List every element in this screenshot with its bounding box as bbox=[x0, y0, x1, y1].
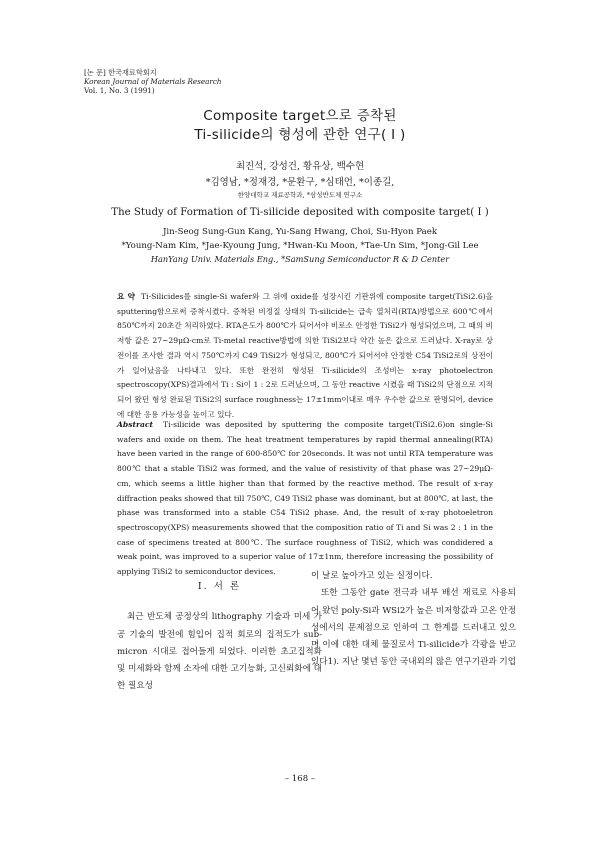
korean-authors-line1: 최진석, 강성건, 황유상, 백수현 bbox=[235, 161, 365, 172]
paper-title-line1: Composite target으로 증착된 bbox=[203, 108, 397, 124]
body-right-column bbox=[311, 568, 516, 672]
journal-header-korean: [논 문] 한국재료학회지 bbox=[84, 68, 157, 77]
body-left-column bbox=[117, 568, 322, 696]
journal-volume: Vol. 1, No. 3 (1991) bbox=[84, 86, 155, 95]
intro-left-paragraph: 최근 반도체 공정상의 lithography 기술과 미세 가공 기술의 발전에 힘입어 집적 회로의 집적도가 sub-micron 시대로 접어들게 되었다. 이러한 초고집적화 및 미세화와 함께 소자에 대한 고기능화, 고신뢰화에 대한 필요성 bbox=[117, 612, 322, 692]
korean-affiliation: 한양대학교 재료공학과, *삼성반도체 연구소 bbox=[237, 191, 363, 199]
english-authors-line2: *Young-Nam Kim, *Jae-Kyoung Jung, *Hwan-Ku Moon, *Tae-Un Sim, *Jong-Gil Lee bbox=[121, 241, 479, 251]
abstract-korean-text: Ti-Silicides를 single-Si wafer와 그 위에 oxide를 성장시킨 기판위에 composite target(TiSi2.6)을 sputtering함으로써 증착시켰다. 증착된 비정질 상태의 Ti-silicide는 급속 열처리(RTA)방법으로 600℃에서 850℃까지 20초간 처리하였다. RTA온도가 800℃가 되어서야 비로소 안정한 TiSi2가 형성되었으며, 그 때의 비저항 값은 27~29μΩ-cm로 Ti-metal reactive방법에 의한 TiSi2보다 약간 높은 값으로 드러났다. X-ray로 상전이를 조사한 결과 역시 750℃까지 C49 TiSi2가 형성되고, 800℃가 되어서야 안정한 C54 TiSi2로의 상전이가 일어났음을 나타내고 있다. 또한 완전히 형성된 Ti-silicide의 조성비는 x-ray photoelectron spectroscopy(XPS)결과에서 Ti : Si이 1 : 2로 드러났으며, 그 동안 reactive 시켰을 때 TiSi2의 단점으로 지적되어 왔던 형성 완료된 TiSi2의 surface roughness는 17±1mm이내로 매우 우수한 값으로 판명되어, device에 대한 응용 가능성을 높이고 있다. bbox=[117, 292, 493, 419]
journal-header-english: Korean Journal of Materials Research bbox=[84, 77, 222, 86]
english-affiliation: HanYang Univ. Materials Eng., *SamSung Semiconductor R & D Center bbox=[150, 254, 450, 264]
abstract-korean bbox=[117, 290, 493, 422]
section-heading-introduction: I. 서 론 bbox=[197, 581, 242, 592]
intro-right-paragraph-1: 이 날로 높아가고 있는 실정이다. bbox=[311, 571, 433, 581]
abstract-english-label: Abstract bbox=[117, 420, 154, 429]
korean-authors-line2: *김영남, *정재경, *문환구, *심태언, *이종길, bbox=[205, 177, 395, 188]
english-title: The Study of Formation of Ti-silicide deposited with composite target( I ) bbox=[111, 207, 489, 218]
abstract-english bbox=[117, 418, 493, 580]
paper-title-line2: Ti-silicide의 형성에 관한 연구( I ) bbox=[194, 127, 406, 143]
abstract-english-text: Ti-silicide was deposited by sputtering the composite target(TiSi2.6)on single-Si wafers and oxide on them. The heat treatment temperatures by rapid thermal annealing(RTA) have been varied in the range of 600-850℃ for 20seconds. It was not until RTA temperature was 800℃ that a stable TiSi2 was formed, and the value of resistivity of that phase was 27~29μΩ-cm, which seems a little higher than that formed by the reactive method. The result of x-ray diffraction peaks showed that till 750℃, C49 TiSi2 phase was dominant, but at 800℃, at last, the phase was transformed into a stable C54 TiSi2 phase. And, the result of x-ray photoeletron spectroscopy(XPS) measurements showed that the composition ratio of Ti and Si was 2 : 1 in the case of specimens treated at 800℃. The surface roughness of TiSi2, which was condidered a weak point, was improved to a superior value of 17±1nm, therefore increasing the possibility of applying TiSi2 to semiconductor devices. bbox=[117, 420, 493, 577]
journal-header bbox=[84, 68, 222, 95]
intro-right-paragraph-2: 또한 그동안 gate 전극과 내부 배선 재료로 사용되어 왔던 poly-Si과 WSi2가 높은 비저항값과 고온 안정성에서의 문제점으로 인하여 그 한계를 드러내고 있으며 이에 대한 대체 물질로서 Ti-silicide가 각광을 받고 있다1). 지난 몇년 동안 국내외의 많은 연구기관과 기업 bbox=[311, 588, 517, 668]
english-authors-line1: Jin-Seog Sung-Gun Kang, Yu-Sang Hwang, Choi, Su-Hyon Paek bbox=[162, 227, 438, 237]
abstract-korean-label: 요 약 bbox=[117, 292, 135, 301]
page-number: – 168 – bbox=[284, 774, 316, 784]
